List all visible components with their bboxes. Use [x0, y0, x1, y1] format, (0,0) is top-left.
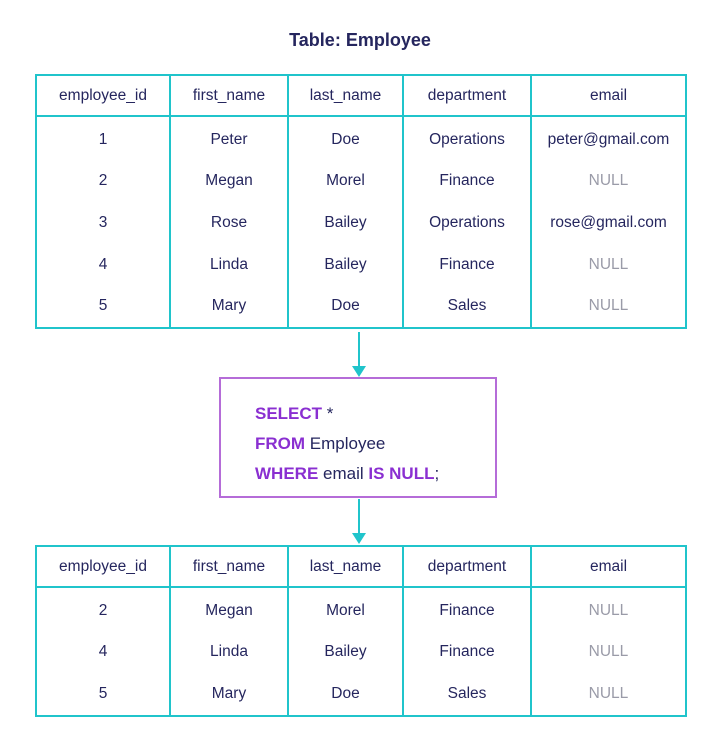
cell-department: Finance: [403, 632, 531, 674]
column-header-email: email: [531, 75, 686, 116]
cell-first-name: Megan: [170, 161, 288, 203]
cell-first-name: Mary: [170, 673, 288, 716]
cell-employee-id: 4: [36, 244, 170, 286]
cell-first-name: Peter: [170, 116, 288, 161]
cell-first-name: Linda: [170, 632, 288, 674]
table-header-row: [36, 546, 686, 587]
result-table: [35, 545, 687, 717]
table-row: [36, 116, 686, 161]
cell-first-name: Rose: [170, 202, 288, 244]
table-header-row: [36, 75, 686, 116]
cell-email: NULL: [531, 587, 686, 632]
cell-employee-id: 4: [36, 632, 170, 674]
cell-last-name: Bailey: [288, 202, 403, 244]
column-header-employee-id: employee_id: [36, 546, 170, 587]
column-header-last-name: last_name: [288, 75, 403, 116]
cell-department: Sales: [403, 285, 531, 328]
column-header-employee-id: employee_id: [36, 75, 170, 116]
cell-last-name: Bailey: [288, 632, 403, 674]
cell-last-name: Morel: [288, 161, 403, 203]
cell-department: Finance: [403, 161, 531, 203]
cell-last-name: Bailey: [288, 244, 403, 286]
column-header-email: email: [531, 546, 686, 587]
cell-email: NULL: [531, 161, 686, 203]
cell-employee-id: 5: [36, 673, 170, 716]
cell-department: Finance: [403, 244, 531, 286]
table-row: [36, 632, 686, 674]
sql-line-from: FROM Employee: [255, 434, 386, 453]
cell-employee-id: 3: [36, 202, 170, 244]
sql-line-select: SELECT *: [255, 404, 334, 423]
cell-email: NULL: [531, 673, 686, 716]
down-arrow-icon: [352, 332, 366, 378]
cell-employee-id: 2: [36, 161, 170, 203]
table-row: [36, 202, 686, 244]
table-row: [36, 244, 686, 286]
cell-first-name: Mary: [170, 285, 288, 328]
column-header-department: department: [403, 75, 531, 116]
cell-email: peter@gmail.com: [531, 116, 686, 161]
table-row: [36, 285, 686, 328]
diagram-title: Table: Employee: [289, 30, 431, 50]
cell-employee-id: 2: [36, 587, 170, 632]
cell-email: NULL: [531, 244, 686, 286]
cell-email: rose@gmail.com: [531, 202, 686, 244]
cell-first-name: Linda: [170, 244, 288, 286]
cell-department: Finance: [403, 587, 531, 632]
sql-query-box: [219, 377, 497, 498]
cell-last-name: Morel: [288, 587, 403, 632]
cell-email: NULL: [531, 285, 686, 328]
cell-first-name: Megan: [170, 587, 288, 632]
table-row: [36, 161, 686, 203]
column-header-first-name: first_name: [170, 75, 288, 116]
cell-employee-id: 1: [36, 116, 170, 161]
cell-last-name: Doe: [288, 673, 403, 716]
column-header-last-name: last_name: [288, 546, 403, 587]
column-header-first-name: first_name: [170, 546, 288, 587]
cell-employee-id: 5: [36, 285, 170, 328]
down-arrow-icon: [352, 499, 366, 545]
cell-last-name: Doe: [288, 116, 403, 161]
column-header-department: department: [403, 546, 531, 587]
cell-department: Sales: [403, 673, 531, 716]
sql-line-where: WHERE email IS NULL;: [255, 464, 440, 483]
cell-department: Operations: [403, 202, 531, 244]
cell-last-name: Doe: [288, 285, 403, 328]
cell-department: Operations: [403, 116, 531, 161]
table-row: [36, 673, 686, 716]
table-row: [36, 587, 686, 632]
sql-code: [255, 399, 439, 489]
cell-email: NULL: [531, 632, 686, 674]
employee-table: [35, 74, 687, 329]
